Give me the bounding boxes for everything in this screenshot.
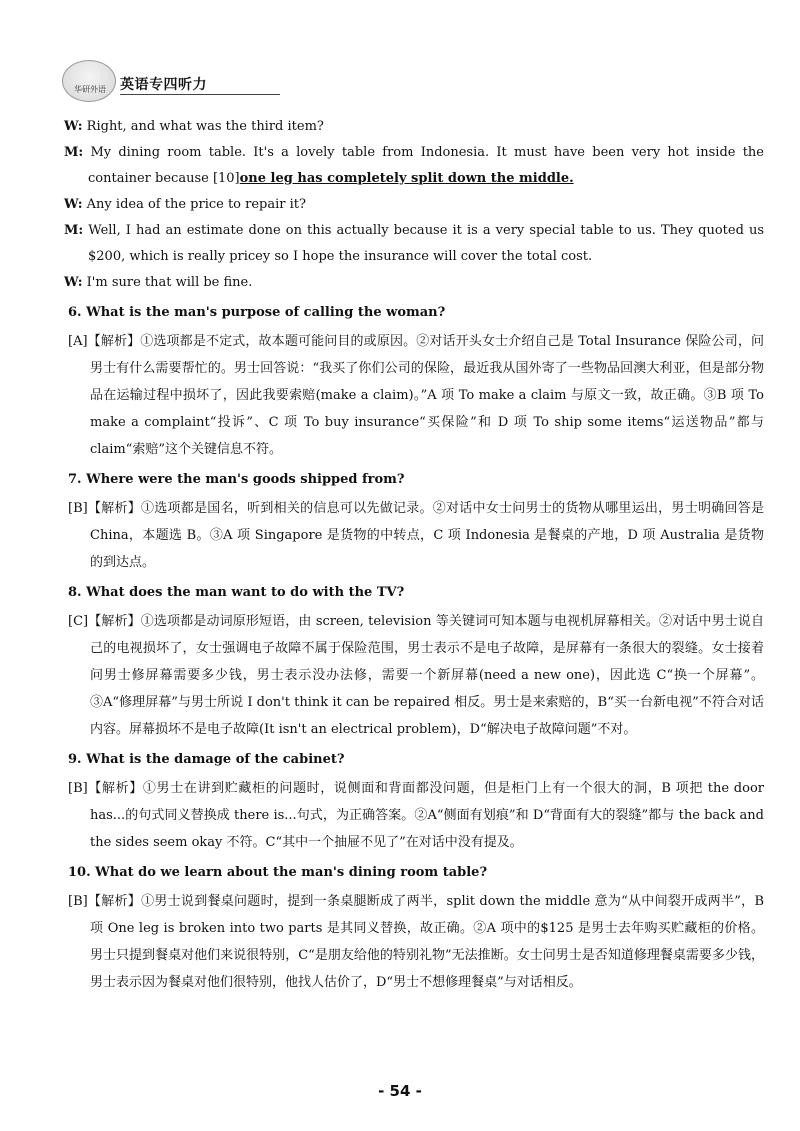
dialogue-text: Well, I had an estimate done on this actually because it is a very special table to us. They quoted us $200, which is really pricey so I hope the insurance will cover the total cost. xyxy=(88,223,765,264)
question-block xyxy=(64,747,764,856)
header-divider xyxy=(120,94,280,95)
answer-explanation: [B]【解析】①男士在讲到贮藏柜的问题时，说侧面和背面都没问题，但是柜门上有一个很大的洞，B 项把 the door has...的句式同义替换成 there is...句式，为正确答案。②A“侧面有划痕”和 D“背面有大的裂缝”都与 the back and the sides seem okay 不符。C“其中一个抽屉不见了”在对话中没有提及。 xyxy=(68,781,764,850)
question-block xyxy=(64,467,764,576)
dialogue-line xyxy=(64,114,764,140)
question-block xyxy=(64,300,764,463)
dialogue-line xyxy=(64,218,764,270)
answer-explanation: [A]【解析】①选项都是不定式，故本题可能问目的或原因。②对话开头女士介绍自己是 Total Insurance 保险公司，问男士有什么需要帮忙的。男士回答说：“我买了你们公司的保险，最近我从国外寄了一些物品回澳大利亚，但是部分物品在运输过程中损坏了，因此我要索赔(make a claim)。”A 项 To make a claim 与原文一致，故正确。③B 项 To make a complaint“投诉”、C 项 To buy insurance“买保险”和 D 项 To ship some items“运送物品”都与 claim“索赔”这个关键信息不符。 xyxy=(68,334,764,457)
answer-explanation: [C]【解析】①选项都是动词原形短语，由 screen, television 等关键词可知本题与电视机屏幕相关。②对话中男士说自己的电视损坏了，女士强调电子故障不属于保险范围，男士表示不是电子故障，是屏幕有一条很大的裂缝。女士接着问男士修屏幕需要多少钱，男士表示没办法修，需要一个新屏幕(need a new one)，因此选 C“换一个屏幕”。③A“修理屏幕”与男士所说 I don't think it can be repaired 相反。男士是来索赔的，B“买一台新电视”不符合对话内容。屏幕损坏不是电子故障(It isn't an electrical problem)，D“解决电子故障问题”不对。 xyxy=(68,614,764,737)
dialogue-line xyxy=(64,270,764,296)
speaker-label: W: xyxy=(64,119,83,134)
speaker-label: W: xyxy=(64,197,83,212)
dialogue-text: I'm sure that will be fine. xyxy=(86,275,253,290)
underlined-answer-text: one leg has completely split down the middle. xyxy=(239,171,574,186)
logo-text: 华研外语 xyxy=(74,85,106,94)
dialogue-transcript xyxy=(64,114,764,296)
page-number: - 54 - xyxy=(378,1082,422,1100)
question-heading: 7. Where were the man's goods shipped from? xyxy=(68,472,405,487)
answer-explanation: [B]【解析】①男士说到餐桌问题时，提到一条桌腿断成了两半，split down the middle 意为“从中间裂开成两半”，B 项 One leg is broken into two parts 是其同义替换，故正确。②A 项中的$125 是男士去年购买贮藏柜的价格。男士只提到餐桌对他们来说很特别，C“是朋友给他的特别礼物”无法推断。女士问男士是否知道修理餐桌需要多少钱，男士表示因为餐桌对他们很特别，他找人估价了，D“男士不想修理餐桌”与对话相反。 xyxy=(68,894,764,990)
question-heading: 8. What does the man want to do with the TV? xyxy=(68,585,405,600)
dialogue-text: Any idea of the price to repair it? xyxy=(86,197,306,212)
dialogue-line xyxy=(64,140,764,192)
dialogue-line xyxy=(64,192,764,218)
question-heading: 10. What do we learn about the man's dining room table? xyxy=(68,865,488,880)
question-heading: 6. What is the man's purpose of calling the woman? xyxy=(68,305,446,320)
page-content xyxy=(64,114,764,996)
dialogue-text: My dining room table. It's a lovely table from Indonesia. It must have been very hot inside the container because [10] xyxy=(88,145,764,186)
dialogue-text: Right, and what was the third item? xyxy=(86,119,324,134)
book-title: 英语专四听力 xyxy=(120,77,207,93)
question-block xyxy=(64,860,764,996)
page-header xyxy=(62,60,262,100)
speaker-label: W: xyxy=(64,275,83,290)
publisher-logo xyxy=(62,60,116,102)
speaker-label: M: xyxy=(64,145,84,160)
answer-explanation: [B]【解析】①选项都是国名，听到相关的信息可以先做记录。②对话中女士问男士的货物从哪里运出，男士明确回答是 China，本题选 B。③A 项 Singapore 是货物的中转点，C 项 Indonesia 是餐桌的产地，D 项 Australia 是货物的到达点。 xyxy=(68,501,764,570)
question-heading: 9. What is the damage of the cabinet? xyxy=(68,752,345,767)
question-block xyxy=(64,580,764,743)
speaker-label: M: xyxy=(64,223,84,238)
